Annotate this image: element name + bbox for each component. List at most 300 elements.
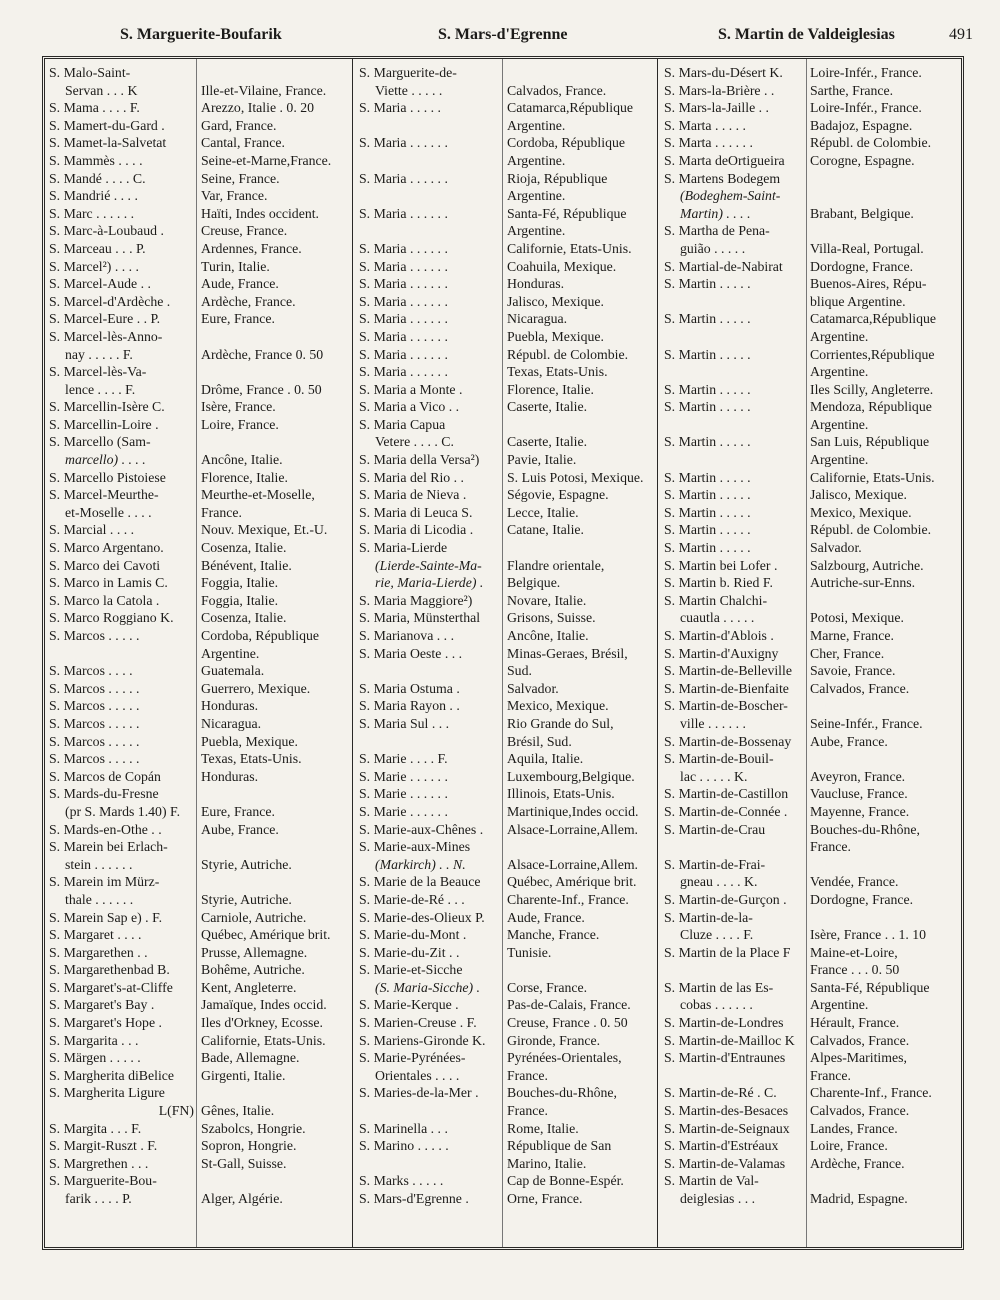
entry-place-name: S. Marcellin-Loire . bbox=[49, 416, 159, 432]
entry-location: Foggia, Italie. bbox=[201, 575, 279, 591]
entry-location: Rome, Italie. bbox=[507, 1120, 579, 1136]
entry-location: Florence, Italie. bbox=[507, 381, 594, 397]
entry-place-name: S. Martin . . . . . bbox=[664, 346, 751, 362]
entry-location: Alsace-Lorraine,Allem. bbox=[507, 821, 639, 837]
entry-place-name: S. Marcello (Sam- bbox=[49, 434, 151, 450]
entry-location: Marino, Italie. bbox=[507, 1155, 587, 1171]
entry-location: Argentine. bbox=[507, 152, 566, 168]
entry-location: Martinique,Indes occid. bbox=[507, 803, 639, 819]
entry-location: Seine-Infér., France. bbox=[810, 715, 923, 731]
entry-location: Caserte, Italie. bbox=[507, 434, 588, 450]
entry-place-name: S. Marie . . . . . . bbox=[359, 803, 448, 819]
entry-place-name: S. Mars-d'Egrenne . bbox=[359, 1191, 469, 1206]
entry-location: Républ. de Colombie. bbox=[507, 346, 629, 362]
entry-place-name: S. Marie-du-Zit . . bbox=[359, 944, 460, 960]
entry-location: St-Gall, Suisse. bbox=[201, 1155, 287, 1171]
entry-location: Florence, Italie. bbox=[201, 469, 288, 485]
entry-location: Salvador. bbox=[810, 540, 862, 556]
entry-location: Argentine. bbox=[810, 328, 869, 344]
entry-place-name: nay . . . . . F. bbox=[65, 346, 133, 362]
entry-place-name: cobas . . . . . . bbox=[680, 997, 753, 1013]
entry-place-name: S. Marcos . . . . . bbox=[49, 628, 140, 643]
entry-location: Eure, France. bbox=[201, 803, 275, 819]
entry-location: Cosenza, Italie. bbox=[201, 540, 287, 556]
entry-place-name: S. Marcel-lès-Va- bbox=[49, 364, 147, 380]
entry-location: Meurthe-et-Moselle, bbox=[201, 487, 315, 503]
entry-location: Pavie, Italie. bbox=[507, 452, 577, 468]
entry-place-name: Viette . . . . . bbox=[375, 82, 443, 98]
entry-location: Honduras. bbox=[201, 698, 259, 714]
entry-location: Catamarca,République bbox=[507, 100, 634, 116]
entry-place-name: (S. Maria-Sicche) . bbox=[375, 979, 480, 995]
entry-place-name: S. Marie . . . . F. bbox=[359, 751, 448, 767]
entry-place-name: S. Margrethen . . . bbox=[49, 1155, 149, 1171]
entry-place-name: S. Martin-de-Seignaux bbox=[664, 1120, 790, 1136]
entry-place-name: S. Marcel-Aude . . bbox=[49, 276, 151, 292]
entry-place-name: S. Marie-des-Olieux P. bbox=[359, 909, 485, 925]
entry-location: Illinois, Etats-Unis. bbox=[507, 786, 615, 802]
header-right-entry: S. Martin de Valdeiglesias bbox=[718, 26, 895, 43]
entry-place-name: S. Marcel²) . . . . bbox=[49, 258, 139, 274]
entry-place-name: Vetere . . . . C. bbox=[375, 434, 454, 450]
entry-place-name: S. Marcos . . . . . bbox=[49, 751, 140, 767]
entry-place-name: S. Marcel-d'Ardèche . bbox=[49, 293, 171, 309]
entry-place-name: S. Martin-de-Valamas bbox=[664, 1155, 786, 1171]
entry-place-name: S. Maria di Licodia . bbox=[359, 522, 474, 538]
entry-location: Ardennes, France. bbox=[201, 240, 302, 256]
entry-location: Argentine. bbox=[810, 416, 869, 432]
entry-location: Rio Grande do Sul, bbox=[507, 715, 614, 731]
entry-location: Corrientes,République bbox=[810, 346, 935, 362]
entry-place-name: S. Martin-d'Estréaux bbox=[664, 1138, 779, 1154]
entry-place-name: S. Maria . . . . . bbox=[359, 100, 442, 116]
entry-location: Québec, Amérique brit. bbox=[201, 927, 331, 943]
entry-place-name: S. Marie-et-Sicche bbox=[359, 962, 463, 978]
entry-place-name: S. Martin b. Ried F. bbox=[664, 575, 773, 591]
entry-location: San Luis, République bbox=[810, 434, 930, 450]
entry-place-name: S. Margaret . . . . bbox=[49, 927, 142, 943]
entry-location: Salvador. bbox=[507, 680, 559, 696]
entry-location: Corogne, Espagne. bbox=[810, 152, 915, 168]
entry-place-name: S. Maria de Nieva . bbox=[359, 487, 467, 503]
entry-location: Bade, Allemagne. bbox=[201, 1050, 300, 1066]
entry-location: Dordogne, France. bbox=[810, 258, 914, 274]
entry-place-name: S. Maria Capua bbox=[359, 416, 446, 432]
entry-location: Marne, France. bbox=[810, 628, 894, 643]
entry-location: France. bbox=[810, 1067, 851, 1083]
entry-location: Grisons, Suisse. bbox=[507, 610, 596, 626]
entry-place-name: S. Marie-aux-Chênes . bbox=[359, 821, 484, 837]
entry-place-name: gneau . . . . K. bbox=[680, 874, 758, 890]
entry-place-name: S. Martin . . . . . bbox=[664, 522, 751, 538]
entry-location: Cosenza, Italie. bbox=[201, 610, 287, 626]
entry-place-name: S. Marcel-Eure . . P. bbox=[49, 311, 161, 327]
entry-location: Isère, France. bbox=[201, 399, 276, 415]
entry-place-name: stein . . . . . . bbox=[65, 856, 133, 872]
entry-place-name: Servan . . . K bbox=[65, 82, 138, 98]
entry-location: Texas, Etats-Unis. bbox=[507, 364, 608, 380]
entry-place-name: S. Maria a Monte . bbox=[359, 381, 463, 397]
entry-place-name: S. Mandé . . . . C. bbox=[49, 170, 146, 186]
entry-place-name: S. Marie-de-Ré . . . bbox=[359, 891, 465, 907]
entry-place-name: S. Martin de las Es- bbox=[664, 979, 774, 995]
entry-place-name: S. Martin de Val- bbox=[664, 1173, 759, 1189]
entry-place-name: S. Maria Maggiore²) bbox=[359, 592, 473, 608]
entry-location: République de San bbox=[507, 1138, 612, 1154]
entry-location: Styrie, Autriche. bbox=[201, 891, 292, 907]
entry-location: Bohême, Autriche. bbox=[201, 962, 305, 978]
entry-place-name: S. Martin . . . . . bbox=[664, 469, 751, 485]
entry-place-name: S. Marie-Pyrénées- bbox=[359, 1050, 466, 1066]
entry-place-name: S. Margarita . . . bbox=[49, 1032, 139, 1048]
entry-location: Aube, France. bbox=[810, 733, 888, 749]
entry-location: Foggia, Italie. bbox=[201, 592, 279, 608]
column-inner-divider bbox=[196, 59, 197, 1247]
entry-place-name: S. Martin . . . . . bbox=[664, 504, 751, 520]
entry-place-name: S. Martin-de-Bouil- bbox=[664, 751, 774, 767]
entry-location: Argentine. bbox=[810, 997, 869, 1013]
entry-place-name: lac . . . . . K. bbox=[680, 768, 748, 784]
entry-place-name: S. Martial-de-Nabirat bbox=[664, 258, 783, 274]
entry-location: Aube, France. bbox=[201, 821, 279, 837]
entry-location: Aude, France. bbox=[201, 276, 279, 292]
column-inner-divider bbox=[806, 59, 807, 1247]
entry-place-name: S. Marc-à-Loubaud . bbox=[49, 223, 164, 239]
entry-place-name: S. Marcos de Copán bbox=[49, 768, 161, 784]
entry-place-name: S. Maria a Vico . . bbox=[359, 399, 460, 415]
entry-place-name: S. Maria . . . . . . bbox=[359, 293, 448, 309]
entry-location: Novare, Italie. bbox=[507, 592, 587, 608]
entry-place-name: S. Marc . . . . . . bbox=[49, 205, 135, 221]
entry-location: Minas-Geraes, Brésil, bbox=[507, 645, 628, 661]
entry-place-name: guião . . . . . bbox=[680, 240, 746, 256]
entry-location: Gironde, France. bbox=[507, 1032, 601, 1048]
entry-place-name: S. Marcial . . . . bbox=[49, 522, 135, 538]
entry-place-name: S. Martin-de-Castillon bbox=[664, 786, 789, 802]
entry-place-name: S. Marein bei Erlach- bbox=[49, 839, 168, 855]
entry-location: Carniole, Autriche. bbox=[201, 909, 307, 925]
entry-place-name: S. Marie . . . . . . bbox=[359, 786, 448, 802]
entry-place-name: (Markirch) . . N. bbox=[375, 856, 466, 872]
entry-place-name: S. Marco dei Cavoti bbox=[49, 557, 161, 573]
entry-place-name: S. Martin-de-la- bbox=[664, 909, 753, 925]
entry-location: Sarthe, France. bbox=[810, 82, 894, 98]
entry-place-name: S. Maria . . . . . . bbox=[359, 205, 448, 221]
entry-place-name: S. Margaret's Hope . bbox=[49, 1015, 162, 1031]
entry-location: Lecce, Italie. bbox=[507, 504, 579, 520]
entry-place-name: S. Martin-de-Mailloc K bbox=[664, 1032, 795, 1048]
entry-location: Vaucluse, France. bbox=[810, 786, 908, 802]
entry-location: Seine, France. bbox=[201, 170, 280, 186]
entry-place-name: S. Marcel-lès-Anno- bbox=[49, 328, 163, 344]
entry-place-name: S. Maria del Rio . . bbox=[359, 469, 464, 485]
entry-location: Nicaragua. bbox=[507, 311, 568, 327]
entry-location: Ille-et-Vilaine, France. bbox=[201, 82, 327, 98]
entry-place-name: ville . . . . . . bbox=[680, 715, 746, 731]
entry-place-name: S. Maria, Münsterthal bbox=[359, 610, 481, 626]
entry-place-name: S. Marie de la Beauce bbox=[359, 874, 481, 890]
entry-place-name: S. Martin-de-Crau bbox=[664, 821, 766, 837]
entry-place-name: S. Martin de la Place F bbox=[664, 944, 791, 960]
entry-place-name: marcello) . . . . bbox=[65, 452, 146, 468]
entry-location: Bénévent, Italie. bbox=[201, 557, 292, 573]
entry-location: Loire, France. bbox=[201, 416, 279, 432]
entry-location: Loire-Infér., France. bbox=[810, 100, 922, 116]
entry-location: Californie, Etats-Unis. bbox=[201, 1032, 326, 1048]
entry-place-name: S. Marino . . . . . bbox=[359, 1138, 449, 1154]
entry-place-name: S. Martin . . . . . bbox=[664, 540, 751, 556]
entry-location: Autriche-sur-Enns. bbox=[810, 575, 916, 591]
entry-place-name: L(FN) bbox=[158, 1103, 194, 1119]
entry-location: France. bbox=[507, 1103, 548, 1119]
entry-place-name: (Lierde-Sainte-Ma- bbox=[375, 557, 482, 573]
entry-place-name: S. Maria Ostuma . bbox=[359, 680, 460, 696]
entry-place-name: S. Margaret's Bay . bbox=[49, 997, 155, 1013]
entry-place-name: deiglesias . . . bbox=[680, 1191, 756, 1206]
entry-location: Iles d'Orkney, Ecosse. bbox=[201, 1015, 323, 1031]
entry-place-name: S. Maria . . . . . . bbox=[359, 258, 448, 274]
entry-place-name: S. Maria Rayon . . bbox=[359, 698, 460, 714]
entry-place-name: S. Mariens-Gironde K. bbox=[359, 1032, 486, 1048]
entry-location: Haïti, Indes occident. bbox=[201, 205, 320, 221]
entry-place-name: S. Marguerite-de- bbox=[359, 65, 457, 80]
entry-location: Charente-Inf., France. bbox=[810, 1085, 932, 1101]
entry-location: Salzbourg, Autriche. bbox=[810, 557, 924, 573]
entry-location: Républ. de Colombie. bbox=[810, 522, 932, 538]
entry-place-name: S. Mars-la-Jaille . . bbox=[664, 100, 769, 116]
entry-location: Mexico, Mexique. bbox=[810, 504, 912, 520]
entry-place-name: S. Martin-de-Bienfaite bbox=[664, 680, 789, 696]
entry-location: Puebla, Mexique. bbox=[201, 733, 298, 749]
entry-location: Hérault, France. bbox=[810, 1015, 900, 1031]
entry-place-name: Martin) . . . . bbox=[680, 205, 751, 221]
entry-location: S. Luis Potosi, Mexique. bbox=[507, 469, 644, 485]
running-header bbox=[0, 26, 1000, 50]
entry-location: Potosi, Mexique. bbox=[810, 610, 904, 626]
entry-place-name: S. Maria . . . . . . bbox=[359, 240, 448, 256]
entry-location: Sud. bbox=[507, 663, 532, 679]
entry-location: Villa-Real, Portugal. bbox=[810, 240, 924, 256]
entry-place-name: S. Marceau . . . P. bbox=[49, 240, 146, 256]
entry-location: Argentine. bbox=[507, 117, 566, 133]
entry-place-name: S. Malo-Saint- bbox=[49, 65, 131, 80]
entry-place-name: S. Martin-de-Londres bbox=[664, 1015, 784, 1031]
entry-place-name: S. Marco Roggiano K. bbox=[49, 610, 174, 626]
entry-location: Aquila, Italie. bbox=[507, 751, 584, 767]
entry-location: France. bbox=[507, 1067, 548, 1083]
entry-location: Cantal, France. bbox=[201, 135, 285, 151]
entry-place-name: S. Marianova . . . bbox=[359, 628, 455, 643]
entry-place-name: (Bodeghem-Saint- bbox=[680, 188, 781, 204]
entry-place-name: (pr S. Mards 1.40) F. bbox=[65, 803, 181, 819]
entry-location: Santa-Fé, République bbox=[507, 205, 627, 221]
entry-location: Isère, France . . 1. 10 bbox=[810, 927, 927, 943]
entry-place-name: S. Marie-du-Mont . bbox=[359, 927, 467, 943]
entry-location: Prusse, Allemagne. bbox=[201, 944, 308, 960]
entry-place-name: S. Mamet-la-Salvetat bbox=[49, 135, 167, 151]
entry-place-name: S. Mamert-du-Gard . bbox=[49, 117, 165, 133]
entry-location: Flandre orientale, bbox=[507, 557, 605, 573]
entry-location: Rioja, République bbox=[507, 170, 608, 186]
page-number: 491 bbox=[949, 26, 973, 43]
entry-location: Nouv. Mexique, Et.-U. bbox=[201, 522, 328, 538]
entry-place-name: S. Mama . . . . F. bbox=[49, 100, 140, 116]
entry-place-name: S. Martin-de-Bossenay bbox=[664, 733, 792, 749]
entry-location: Brésil, Sud. bbox=[507, 733, 572, 749]
entry-place-name: S. Maria . . . . . . bbox=[359, 311, 448, 327]
entry-place-name: S. Margherita Ligure bbox=[49, 1085, 165, 1101]
entry-place-name: S. Margarethenbad B. bbox=[49, 962, 170, 978]
entry-place-name: S. Martin . . . . . bbox=[664, 381, 751, 397]
entry-location: Guatemala. bbox=[201, 663, 265, 679]
entry-place-name: S. Marcos . . . . . bbox=[49, 698, 140, 714]
entry-place-name: S. Martin Chalchi- bbox=[664, 592, 768, 608]
entry-location: Ancône, Italie. bbox=[201, 452, 283, 468]
entry-location: Ancône, Italie. bbox=[507, 628, 589, 643]
entry-location: Savoie, France. bbox=[810, 663, 896, 679]
entry-location: Badajoz, Espagne. bbox=[810, 117, 913, 133]
entry-location: Iles Scilly, Angleterre. bbox=[810, 381, 934, 397]
entry-location: Mayenne, France. bbox=[810, 803, 910, 819]
entry-location: Luxembourg,Belgique. bbox=[507, 768, 635, 784]
entry-place-name: S. Martin . . . . . bbox=[664, 311, 751, 327]
entry-place-name: S. Martin . . . . . bbox=[664, 434, 751, 450]
entry-place-name: lence . . . . F. bbox=[65, 381, 136, 397]
entry-place-name: S. Martha de Pena- bbox=[664, 223, 770, 239]
entry-location: Turin, Italie. bbox=[201, 258, 270, 274]
entry-location: Alger, Algérie. bbox=[201, 1191, 283, 1206]
entry-place-name: S. Maria . . . . . . bbox=[359, 276, 448, 292]
entry-location: Creuse, France. bbox=[201, 223, 288, 239]
entry-location: Honduras. bbox=[507, 276, 565, 292]
entry-place-name: S. Martin-de-Connée . bbox=[664, 803, 788, 819]
entry-location: Guerrero, Mexique. bbox=[201, 680, 311, 696]
entry-place-name: S. Margherita diBelice bbox=[49, 1067, 175, 1083]
entry-location: Californie, Etats-Unis. bbox=[810, 469, 935, 485]
entry-location: Californie, Etats-Unis. bbox=[507, 240, 632, 256]
entry-location: Kent, Angleterre. bbox=[201, 979, 297, 995]
entry-location: Loire-Infér., France. bbox=[810, 65, 922, 80]
entry-place-name: S. Martin . . . . . bbox=[664, 276, 751, 292]
entry-place-name: S. Mards-en-Othe . . bbox=[49, 821, 162, 837]
entry-place-name: S. Marco Argentano. bbox=[49, 540, 164, 556]
entry-place-name: S. Maria Sul . . . bbox=[359, 715, 450, 731]
entry-place-name: S. Margaret's-at-Cliffe bbox=[49, 979, 173, 995]
entry-location: Pyrénées-Orientales, bbox=[507, 1050, 622, 1066]
entry-place-name: cuautla . . . . . bbox=[680, 610, 755, 626]
entry-location: Alpes-Maritimes, bbox=[810, 1050, 907, 1066]
entry-location: Charente-Inf., France. bbox=[507, 891, 629, 907]
entry-place-name: S. Marcos . . . . . bbox=[49, 680, 140, 696]
entry-location: Mendoza, République bbox=[810, 399, 932, 415]
entry-place-name: S. Marinella . . . bbox=[359, 1120, 448, 1136]
entry-location: Var, France. bbox=[201, 188, 268, 204]
entry-location: Cordoba, République bbox=[507, 135, 626, 151]
entry-place-name: S. Marcos . . . . . bbox=[49, 733, 140, 749]
entry-place-name: S. Marcos . . . . . bbox=[49, 715, 140, 731]
entry-place-name: S. Mandrié . . . . bbox=[49, 188, 138, 204]
entry-location: Argentine. bbox=[507, 223, 566, 239]
entry-location: Argentine. bbox=[507, 188, 566, 204]
entry-location: Jamaïque, Indes occid. bbox=[201, 997, 327, 1013]
entry-location: Maine-et-Loire, bbox=[810, 944, 898, 960]
entry-location: Styrie, Autriche. bbox=[201, 856, 292, 872]
entry-place-name: Cluze . . . . F. bbox=[680, 927, 754, 943]
entry-location: Catamarca,République bbox=[810, 311, 937, 327]
entry-place-name: S. Maria . . . . . . bbox=[359, 135, 448, 151]
entry-place-name: S. Marcel-Meurthe- bbox=[49, 487, 159, 503]
header-left-entry: S. Marguerite-Boufarik bbox=[120, 26, 282, 43]
entry-location: Coahuila, Mexique. bbox=[507, 258, 617, 274]
entry-location: Madrid, Espagne. bbox=[810, 1191, 908, 1206]
entry-place-name: S. Mars-du-Désert K. bbox=[664, 65, 783, 80]
entry-location: Jalisco, Mexique. bbox=[810, 487, 907, 503]
entry-location: blique Argentine. bbox=[810, 293, 906, 309]
entry-location: Catane, Italie. bbox=[507, 522, 584, 538]
entry-place-name: S. Marein Sap e) . F. bbox=[49, 909, 163, 925]
entry-location: Girgenti, Italie. bbox=[201, 1067, 286, 1083]
entry-place-name: S. Mars-la-Brière . . bbox=[664, 82, 775, 98]
entry-location: Vendée, France. bbox=[810, 874, 899, 890]
entry-location: Bouches-du-Rhône, bbox=[810, 821, 920, 837]
entry-location: Brabant, Belgique. bbox=[810, 205, 914, 221]
entry-place-name: S. Märgen . . . . . bbox=[49, 1050, 141, 1066]
entry-location: Szabolcs, Hongrie. bbox=[201, 1120, 306, 1136]
column-divider bbox=[657, 59, 658, 1247]
entry-place-name: S. Marien-Creuse . F. bbox=[359, 1015, 477, 1031]
entry-place-name: S. Martin . . . . . bbox=[664, 399, 751, 415]
header-center-entry: S. Mars-d'Egrenne bbox=[438, 26, 568, 43]
entry-location: Gênes, Italie. bbox=[201, 1103, 275, 1119]
entry-place-name: thale . . . . . . bbox=[65, 891, 134, 907]
entry-place-name: S. Maria . . . . . . bbox=[359, 364, 448, 380]
entry-location: Corse, France. bbox=[507, 979, 588, 995]
entry-place-name: S. Martin-de-Belleville bbox=[664, 663, 792, 679]
entry-location: Argentine. bbox=[201, 645, 260, 661]
entry-location: Cap de Bonne-Espér. bbox=[507, 1173, 624, 1189]
entry-place-name: et-Moselle . . . . bbox=[65, 504, 152, 520]
entry-place-name: S. Marco la Catola . bbox=[49, 592, 160, 608]
entry-location: France. bbox=[201, 504, 242, 520]
entry-place-name: S. Marks . . . . . bbox=[359, 1173, 444, 1189]
entry-place-name: S. Marein im Mürz- bbox=[49, 874, 160, 890]
entry-location: Aude, France. bbox=[507, 909, 585, 925]
entry-location: Tunisie. bbox=[507, 944, 552, 960]
entry-place-name: S. Marguerite-Bou- bbox=[49, 1173, 157, 1189]
entry-place-name: S. Margita . . . F. bbox=[49, 1120, 142, 1136]
entry-place-name: S. Maria . . . . . . bbox=[359, 328, 448, 344]
entry-place-name: farik . . . . P. bbox=[65, 1191, 132, 1206]
entry-location: Pas-de-Calais, France. bbox=[507, 997, 631, 1013]
entry-location: Calvados, France. bbox=[507, 82, 607, 98]
entry-place-name: S. Martin-des-Besaces bbox=[664, 1103, 789, 1119]
entry-place-name: S. Marie-aux-Mines bbox=[359, 839, 471, 855]
entry-place-name: S. Marta deOrtigueira bbox=[664, 152, 785, 168]
entry-place-name: S. Maria della Versa²) bbox=[359, 452, 480, 468]
entry-place-name: S. Maria-Lierde bbox=[359, 540, 448, 556]
entry-location: Cher, France. bbox=[810, 645, 885, 661]
entry-place-name: S. Marcello Pistoiese bbox=[49, 469, 166, 485]
entry-location: Gard, France. bbox=[201, 117, 277, 133]
entry-place-name: S. Martin-de-Boscher- bbox=[664, 698, 788, 714]
entry-location: France . . . 0. 50 bbox=[810, 962, 900, 978]
entry-location: Landes, France. bbox=[810, 1120, 898, 1136]
entry-place-name: S. Marco in Lamis C. bbox=[49, 575, 168, 591]
entry-place-name: Orientales . . . . bbox=[375, 1067, 460, 1083]
entry-place-name: S. Martin-de-Ré . C. bbox=[664, 1085, 777, 1101]
entry-place-name: S. Martin bei Lofer . bbox=[664, 557, 778, 573]
entry-place-name: S. Martin-d'Ablois . bbox=[664, 628, 774, 643]
